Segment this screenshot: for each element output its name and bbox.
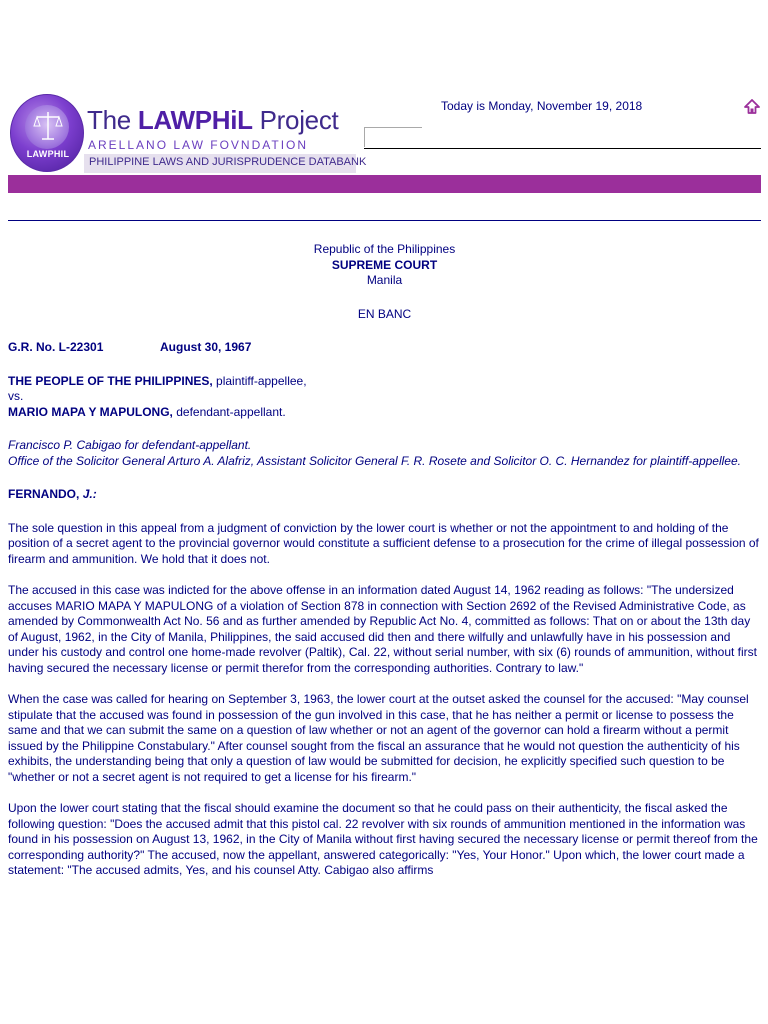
decision-date: August 30, 1967 — [160, 340, 252, 354]
gr-number: G.R. No. L-22301 — [8, 340, 104, 354]
case-parties — [8, 374, 761, 421]
header-bar — [8, 175, 761, 193]
seal-label: LAWPHIL — [26, 149, 70, 159]
divider-rule — [8, 220, 761, 221]
versus: vs. — [8, 389, 24, 403]
case-document — [8, 242, 761, 895]
plaintiff-name: THE PEOPLE OF THE PHILIPPINES, — [8, 373, 213, 388]
ponente: FERNANDO, J.: — [8, 487, 97, 501]
opinion-paragraph: Upon the lower court stating that the fiscal should examine the document so that he could pass on their authenticity, the fiscal asked the following question: "Does the accused admit that this pistol cal. 22 revolver with six rounds of ammunition mentioned in the information was found in his possession on August 13, 1962, in the City of Manila without first having secured the necessary license or permit thereof from the corresponding authority?" The accused, now the appellant, answered categorically: "Yes, Your Honor." Upon which, the lower court made a statement: "The accused admits, Yes, and his counsel Atty. Cabigao also affirms — [8, 801, 758, 877]
logo-subtitle: ARELLANO LAW FOVNDATION — [88, 138, 309, 152]
country-name: Republic of the Philippines — [313, 242, 456, 256]
lawphil-logo[interactable] — [8, 93, 367, 173]
home-arrow-icon[interactable] — [744, 99, 760, 115]
case-heading — [8, 242, 761, 322]
counsel-list — [8, 438, 761, 469]
court-city: Manila — [366, 273, 403, 287]
opinion-paragraph: The sole question in this appeal from a judgment of conviction by the lower court is whether or not the appointment to and holding of the position of a secret agent to the provincial governor would constitute a sufficient defense to a prosecution for the crime of illegal possession of firearm and ammunition. We hold that it does not. — [8, 520, 759, 566]
search-underline — [364, 148, 761, 149]
counsel-defendant: Francisco P. Cabigao for defendant-appellant. — [8, 438, 252, 452]
scales-of-justice-icon — [33, 109, 63, 143]
case-number-line — [8, 340, 761, 356]
opinion-paragraph: The accused in this case was indicted for the above offense in an information dated August 14, 1962 reading as follows: "The undersized accuses MARIO MAPA Y MAPULONG of a violation of Section 878 in connection with Section 2692 of the Revised Administrative Code, as amended by Commonwealth Act No. 56 and as further amended by Republic Act No. 4, committed as follows: That on or about the 13th day of August, 1962, in the City of Manila, Philippines, the said accused did then and there wilfully and unlawfully have in his possession and under his custody and control one home-made revolver (Paltik), Cal. 22, without serial number, with six (6) rounds of ammunition, without first having secured the necessary license or permit therefor from the corresponding authorities. Contrary to law." — [8, 583, 758, 675]
defendant-name: MARIO MAPA Y MAPULONG, — [8, 404, 173, 419]
plaintiff-role: plaintiff-appellee, — [212, 373, 307, 388]
lawphil-seal-icon — [10, 94, 84, 172]
logo-title: The LAWPHiL Project — [87, 105, 339, 135]
court-division: EN BANC — [357, 306, 412, 321]
opinion-paragraph: When the case was called for hearing on September 3, 1963, the lower court at the outset asked the counsel for the accused: "May counsel stipulate that the accused was found in possession of the gun involved in this case, that he has neither a permit or license to possess the same and that we can submit the same on a question of law whether or not an agent of the governor can hold a firearm without a permit issued by the Philippine Constabulary." After counsel sought from the fiscal an assurance that he would not question the authenticity of his exhibits, the understanding being that only a question of law would be submitted for decision, he explicitly specified such question to be "whether or not a secret agent is not required to get a license for his firearm." — [8, 692, 749, 784]
court-name: SUPREME COURT — [331, 257, 438, 272]
counsel-plaintiff: Office of the Solicitor General Arturo A. Alafriz, Assistant Solicitor General F. R. Rosete and Solicitor O. C. Hernandez for plaintiff-appellee. — [8, 453, 741, 468]
search-input[interactable] — [364, 127, 422, 147]
logo-strip-text: PHILIPPINE LAWS AND JURISPRUDENCE DATABANK — [89, 156, 367, 168]
today-date: Today is Monday, November 19, 2018 — [441, 99, 643, 113]
logo-strip — [84, 154, 367, 173]
defendant-role: defendant-appellant. — [172, 404, 286, 419]
